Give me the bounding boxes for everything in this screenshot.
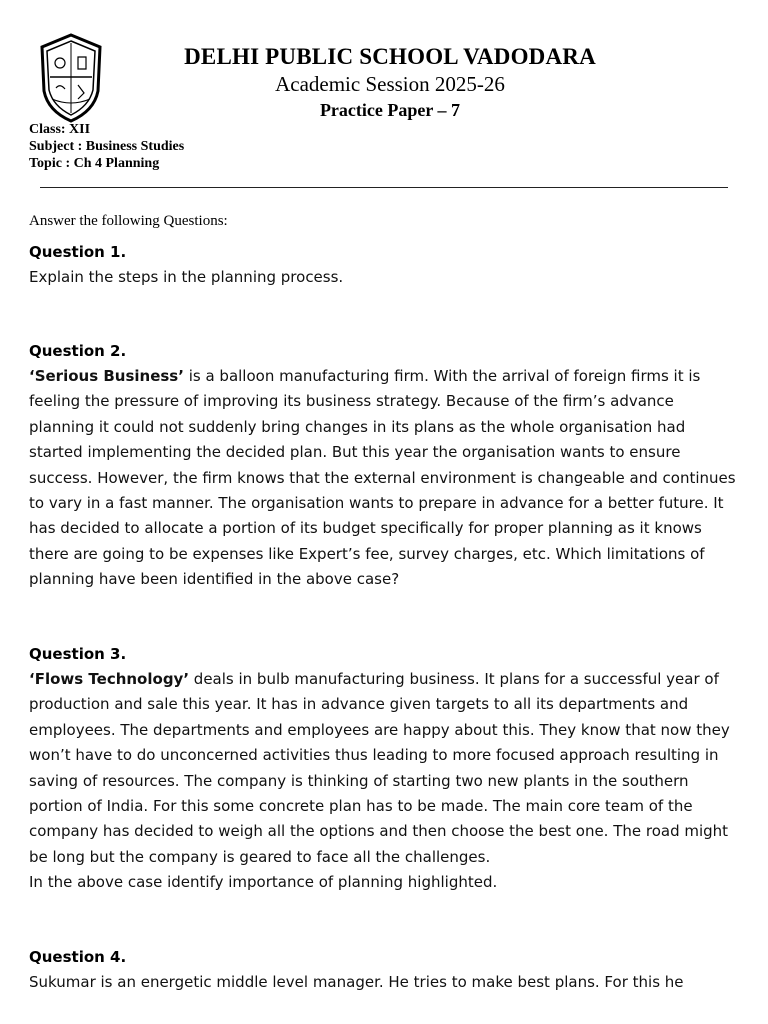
question-1-text: Explain the steps in the planning process. <box>29 268 344 286</box>
question-2-text: is a balloon manufacturing firm. With the arrival of foreign firms it is feeling the pressure of improving its business strategy. Because of the firm’s advance planning it could not suddenly bring changes in its plans as the whole organisation had started implementing the decided plan. But this year the organisation wants to ensure success. However, the firm knows that the external environment is changeable and continues to vary in a fast manner. The organisation wants to prepare in advance for a better future. It has decided to allocate a portion of its budget specifically for proper planning as it knows there are going to be expenses like Expert’s fee, survey charges, etc. Which limitations of planning have been identified in the above case? <box>29 367 736 589</box>
question-3-body <box>29 667 741 896</box>
class-label: Class: XII <box>29 122 91 137</box>
question-4-heading: Question 4. <box>29 948 127 966</box>
question-2-body <box>29 364 741 593</box>
academic-session: Academic Session 2025-26 <box>275 72 505 96</box>
instructions: Answer the following Questions: <box>29 213 228 229</box>
question-1-heading: Question 1. <box>29 243 127 261</box>
question-2-heading: Question 2. <box>29 342 127 360</box>
question-3-company: ‘Flows Technology’ <box>29 670 190 688</box>
topic-label: Topic : Ch 4 Planning <box>29 156 160 171</box>
question-3-heading: Question 3. <box>29 645 127 663</box>
school-name: DELHI PUBLIC SCHOOL VADODARA <box>184 44 596 69</box>
subject-label: Subject : Business Studies <box>29 139 185 154</box>
question-3-text: deals in bulb manufacturing business. It plans for a successful year of production and sale this year. It has in advance given targets to all its departments and employees. The departments and employees are happy about this. They know that now they won’t have to do unconcerned activities thus leading to more focused approach resulting in saving of resources. The company is thinking of starting two new plants in the southern portion of India. For this some concrete plan has to be made. The main core team of the company has decided to weigh all the options and then choose the best one. The road might be long but the company is geared to face all the challenges. <box>29 670 730 866</box>
question-2-company: ‘Serious Business’ <box>29 367 184 385</box>
question-3-ask: In the above case identify importance of planning highlighted. <box>29 873 498 892</box>
question-4-text: Sukumar is an energetic middle level manager. He tries to make best plans. For this he <box>29 973 684 991</box>
header-divider <box>40 187 728 188</box>
paper-title: Practice Paper – 7 <box>319 100 461 120</box>
